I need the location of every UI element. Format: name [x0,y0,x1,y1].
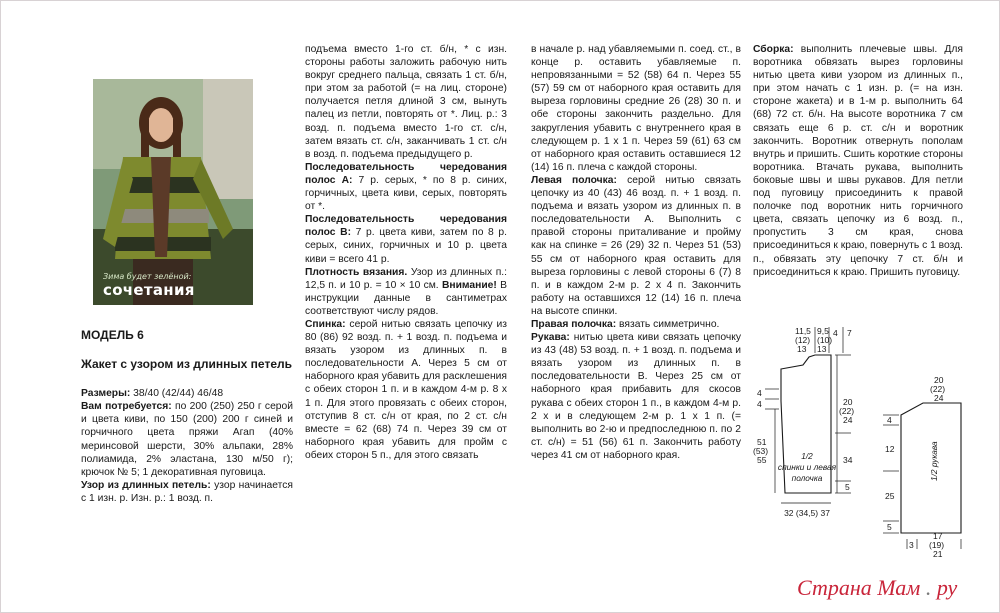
stripes-b-label: Последовательность чередования полос В: [305,214,507,239]
dim-shoulder-2: (10) [817,335,833,345]
dim-neck-2: (12) [795,335,811,345]
left-front-value: серой нитью связать цепочку из 40 (43) 46 возд. п. + 1 возд. п. подъема и вязать узором из длинных п. в последовательности А. Выполнить с правой стороны приталивание и пройму как на спинке = 26 (29) 32 п. Через 51 (53) 55 см от наборного края оставить для выреза горловины с левой стороны 6 (7) 8 п. и в каждом 2-м р. 2 х 4 п. Закончить работу на оставшихся 12 (14) 16 п. плеча на высоте спинки. [531,174,741,317]
sleeve-bottom-3-label: 21 [933,549,943,559]
column-1 [81,329,293,505]
item-title: Жакет с узором из длинных петель [81,357,292,372]
body-label-1: 1/2 [801,451,813,461]
pattern-continued: подъема вместо 1-го ст. б/н, * с изн. стороны работы заложить рабочую нить вокруг среднего пальца, связать 1 ст. б/н, при этом за работой (= на лиц. стороне) получается петля длиной 3 см, вынуть палец из петли, повторять от *. Лиц. р.: 3 возд. п. подъема вместо 1-го ст. с/н, затем вязать ст. с/н, заканчивать 1 ст. с/н в возд. п. подъема предыдущего р. [305,44,507,160]
dim-side-1: 51 [757,437,767,447]
assembly-paragraph [753,43,963,279]
dim-neck-3: 13 [797,344,807,354]
sleeve-top-3: 24 [934,393,944,403]
attention-value: В инструкции данные в сантиметрах соответствуют числу рядов. [305,279,507,317]
body-label-3: полочка [791,473,823,483]
back-value: серой нитью связать цепочку из 80 (86) 92 возд. п. + 1 возд. п. подъема и вязать узором из длинных п. в последовательности А. Через 5 см от наборного края убавить для расклешения с обеих сторон 1 п. и в каждом 4-м р. 8 х 1 п. Для этого провязать с обеих сторон, отступив 8 ст. с/н от края, по 2 ст. с/н вместе = 62 (68) 74 п. Через 39 см от наборного края убавить для пройм с обеих сторон 5 п., для этого связать [305,318,507,461]
sizes-paragraph [81,387,293,400]
sleeve-top-1: 20 [934,375,944,385]
back-label: Спинка: [305,318,346,330]
column-3 [531,43,741,462]
pattern-label: Узор из длинных петель: [81,479,211,491]
dim-right-top-1: 20 [843,397,853,407]
back-paragraph [305,318,507,462]
body-schematic [753,326,854,518]
right-front-paragraph [531,318,741,331]
sleeve-left-4: 4 [887,415,892,425]
sleeves-label: Рукава: [531,332,570,344]
sleeve-left-25: 25 [885,491,895,501]
attention-label: Внимание! [441,279,497,291]
dim-right-top-3: 24 [843,415,853,425]
body-label-2: спинки и левая [777,462,837,472]
right-front-label: Правая полочка: [531,318,617,330]
sleeve-bottom-3: 3 [909,540,914,550]
cover-tagline: Зима будет зелёной: [103,272,192,281]
sleeve-label: 1/2 рукава [929,441,939,481]
watermark-dot: . [920,575,937,600]
stripes-a-paragraph [305,161,507,213]
materials-value: по 200 (250) 250 г серой и цвета киви, по 150 (200) 200 г синей и горчичного цвета пряжи Агап (40% меринсовой шерсти, 30% альпаки, 28% полиамида, 2% эластана, 130 м/50 г); крючок № 5; 1 декоративная пуговица. [81,401,294,478]
dim-neck-1: 11,5 [795,326,811,336]
pattern-paragraph [81,479,293,505]
stripes-b-value: 7 р. цвета киви, затем по 8 р. серых, синих, горчичных и 10 р. цвета киви = всего 41 р. [305,227,508,265]
dim-left-4b: 4 [757,399,762,409]
back-continued: в начале р. над убавляемыми п. соед. ст., в конце р. оставить убавляемые п. непровязанными = 52 (58) 64 п. Через 55 (57) 59 см от наборного края оставить для выреза горловины средние 26 (28) 30 п. и обе стороны закончить раздельно. Для закругления убавить с внутреннего края в следующем р. 1 х 1 п. Через 59 (61) 63 см от наборного края оставить оставшиеся 12 (14) 16 п. плеча с каждой стороны. [531,44,741,173]
sleeve-top-2: (22) [930,384,946,394]
column-4 [753,43,963,279]
density-label: Плотность вязания. [305,266,408,278]
stripes-a-label: Последовательность чередования полос А: [305,161,507,186]
assembly-value: выполнить плечевые швы. Для воротника обвязать вырез горловины нитью цвета киви узором из длинных п., при этом начать с 1 изн. р. (= на изн. стороне жакета) и в 1-м р. выполнить 64 (68) 72 ст. б/н. На высоте воротника 7 см связать еще 6 р. ст. с/н и воротник закончить. Воротник отвернуть пополам внутрь и пришить. Сшить короткие стороны воротника. Втачать рукава, выполнить боковые швы и швы рукавов. Для петли под пуговицу присоединить к правой полочке под воротник нить горчичного цвета, связать цепочку из 6 возд. п., пропустить 3 см края, снова присоединиться к краю, повернуть с 1 возд. п., обвязать эту цепочку 7 ст. б/н и присоединиться к краю. Пришить пуговицу. [753,44,963,278]
right-front-value: вязать симметрично. [616,318,720,330]
dim-right-5: 5 [845,482,850,492]
column-2 [305,43,507,462]
sleeves-paragraph [531,331,741,462]
dim-left-4a: 4 [757,388,762,398]
sleeve-bottom-2: (19) [929,540,945,550]
cover-photo [93,79,253,305]
dim-side-3: 55 [757,455,767,465]
left-front-label: Левая полочка: [531,174,617,186]
dim-bottom: 32 (34,5) 37 [784,508,830,518]
dim-right-top-2: (22) [839,406,855,416]
pattern-schematic [751,321,971,561]
watermark-text: Страна Мам [797,575,921,600]
density-paragraph [305,266,507,318]
dim-top-4: 4 [833,328,838,338]
sleeve-left-5: 5 [887,522,892,532]
dim-shoulder-1: 9,5 [817,326,829,336]
sleeve-schematic [883,375,961,559]
stripes-b-paragraph [305,213,507,265]
dim-shoulder-3: 13 [817,344,827,354]
cover-title: сочетания [103,281,195,299]
dim-side-2: (53) [753,446,769,456]
magazine-page [63,31,975,561]
sizes-label: Размеры: [81,388,131,400]
pattern-value: узор начинается с 1 изн. р. Изн. р.: 1 возд. п. [81,479,293,504]
site-watermark [797,575,957,601]
model-title: МОДЕЛЬ 6 [81,328,144,342]
sizes-value: 38/40 (42/44) 46/48 [130,388,224,400]
assembly-label: Сборка: [753,44,794,55]
sleeves-value: нитью цвета киви связать цепочку из 43 (48) 53 возд. п. + 1 возд. п. подъема и вязать узором из длинных п. в последовательности В. Через 25 см от наборного края прибавить для скосов рукава с обеих сторон 1 п., в каждом 4-м р. 2 х и в следующем 2-м р. 1 х 1 п. (= выполнить во 2-ю и предпоследнюю п. по 2 ст. с/н) = 51 (56) 61 п. Закончить работу через 41 см от наборного края. [531,332,741,461]
materials-paragraph [81,400,293,479]
materials-label: Вам потребуется: [81,401,172,413]
density-value: Узор из длинных п.: 12,5 п. и 10 р. = 10 × 10 см. [305,266,507,291]
watermark-tld: ру [936,575,958,600]
dim-top-7: 7 [847,328,852,338]
dim-right-34: 34 [843,455,853,465]
left-front-paragraph [531,174,741,318]
stripes-a-value: 7 р. серых, * по 8 р. синих, горчичных, цвета киви, серых, повторять от *. [305,174,507,213]
sleeve-left-12: 12 [885,444,895,454]
sleeve-bottom-1: 17 [933,531,943,541]
